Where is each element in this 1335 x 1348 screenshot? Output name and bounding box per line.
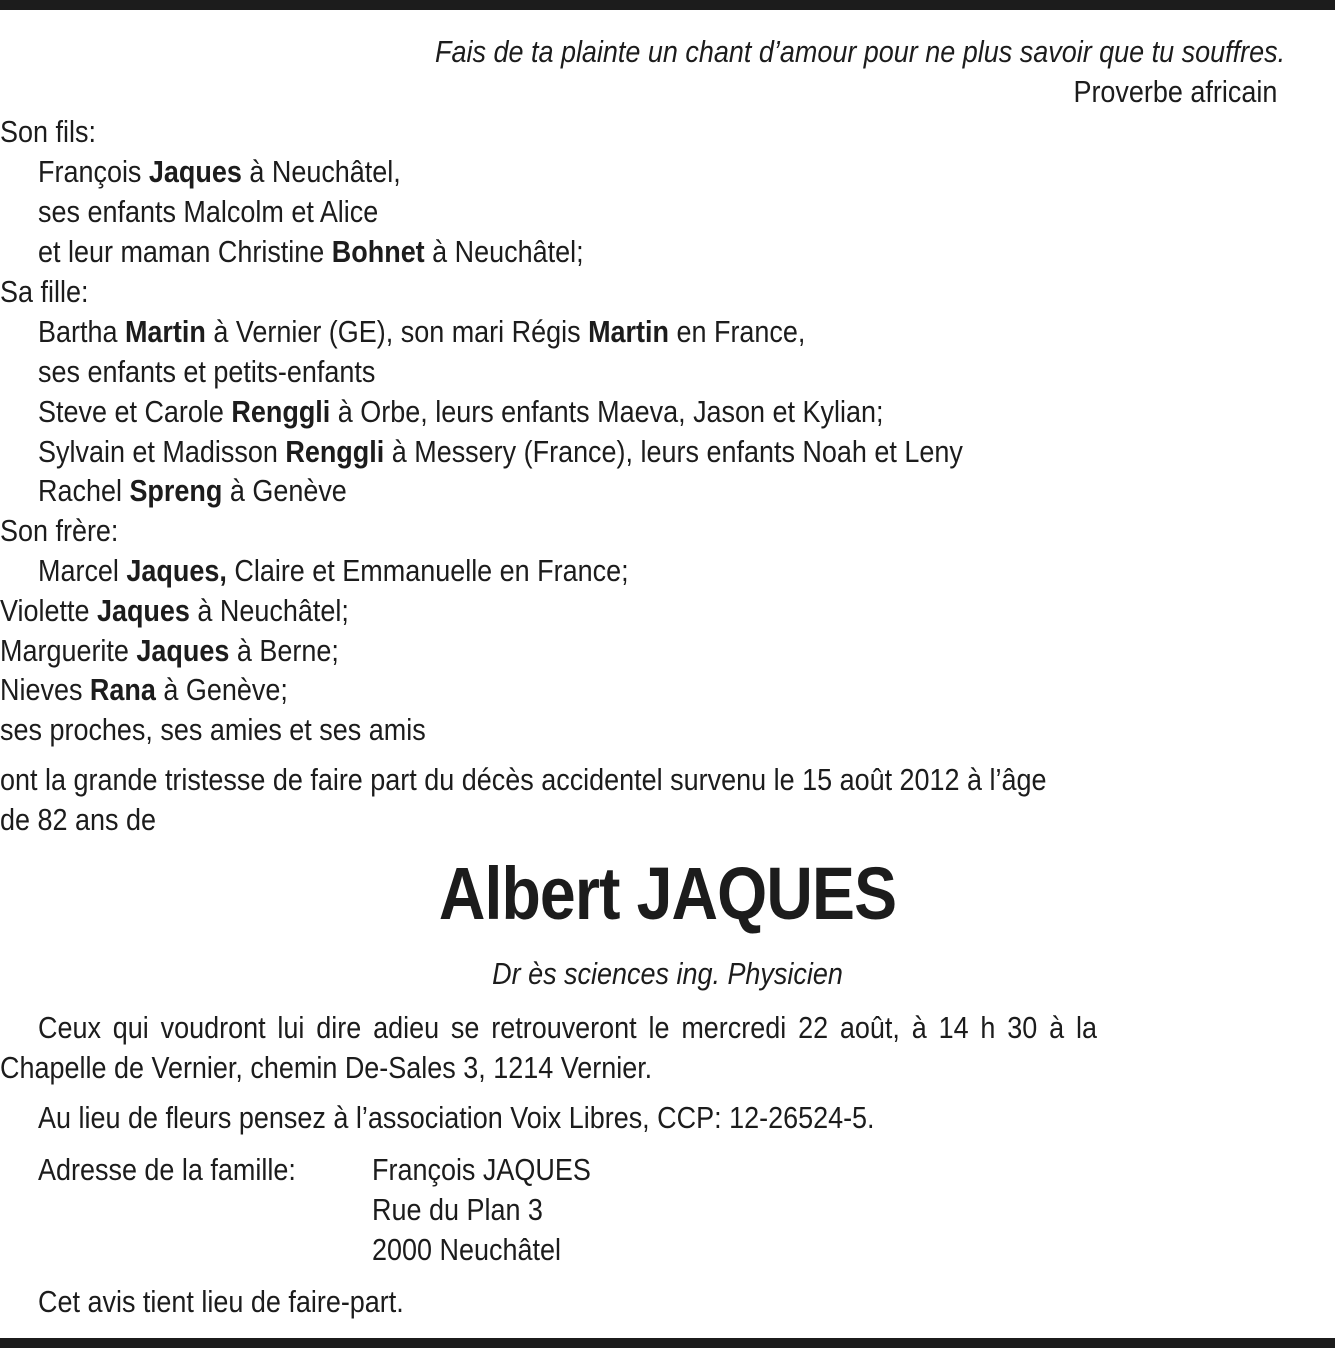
brother-line-1: Marcel Jaques, Claire et Emmanuelle en France;: [38, 553, 629, 588]
son-line-1: François Jaques à Neuchâtel,: [38, 154, 401, 189]
ceremony-line-2: Chapelle de Vernier, chemin De-Sales 3, 1214 Vernier.: [0, 1050, 653, 1085]
daughter-line-4: Sylvain et Madisson Renggli à Messery (France), leurs enfants Noah et Leny: [38, 434, 963, 469]
deceased-name: Albert JAQUES: [438, 852, 897, 935]
relative-violette: Violette Jaques à Neuchâtel;: [0, 593, 349, 628]
donation-note: Au lieu de fleurs pensez à l’association Voix Libres, CCP: 12-26524-5.: [38, 1100, 875, 1135]
relative-nieves: Nieves Rana à Genève;: [0, 672, 288, 707]
relatives-friends: ses proches, ses amies et ses amis: [0, 712, 426, 747]
daughter-line-1: Bartha Martin à Vernier (GE), son mari Régis Martin en France,: [38, 314, 806, 349]
ceremony-line-1: Ceux qui voudront lui dire adieu se retrouveront le mercredi 22 août, à 14 h 30 à la: [38, 1010, 1097, 1045]
address-line-1: François JAQUES: [372, 1152, 591, 1187]
quote-source: Proverbe africain: [1073, 74, 1277, 109]
announcement-line-2: de 82 ans de: [0, 802, 156, 837]
address-label: Adresse de la famille:: [38, 1152, 296, 1187]
daughter-heading: Sa fille:: [0, 274, 89, 309]
closing-note: Cet avis tient lieu de faire-part.: [38, 1284, 404, 1319]
brother-heading: Son frère:: [0, 513, 119, 548]
deceased-title: Dr ès sciences ing. Physicien: [492, 956, 843, 991]
son-heading: Son fils:: [0, 114, 96, 149]
bottom-rule: [0, 1338, 1335, 1348]
address-line-2: Rue du Plan 3: [372, 1192, 543, 1227]
relative-marguerite: Marguerite Jaques à Berne;: [0, 633, 339, 668]
son-line-3: et leur maman Christine Bohnet à Neuchâtel;: [38, 234, 584, 269]
daughter-line-2: ses enfants et petits-enfants: [38, 354, 376, 389]
top-rule: [0, 0, 1335, 10]
announcement-line-1: ont la grande tristesse de faire part du décès accidentel survenu le 15 août 2012 à l’âge: [0, 762, 1047, 797]
son-line-2: ses enfants Malcolm et Alice: [38, 194, 379, 229]
daughter-line-3: Steve et Carole Renggli à Orbe, leurs enfants Maeva, Jason et Kylian;: [38, 394, 884, 429]
daughter-line-5: Rachel Spreng à Genève: [38, 473, 347, 508]
address-line-3: 2000 Neuchâtel: [372, 1232, 561, 1267]
quote-text: Fais de ta plainte un chant d’amour pour ne plus savoir que tu souffres.: [434, 34, 1285, 69]
